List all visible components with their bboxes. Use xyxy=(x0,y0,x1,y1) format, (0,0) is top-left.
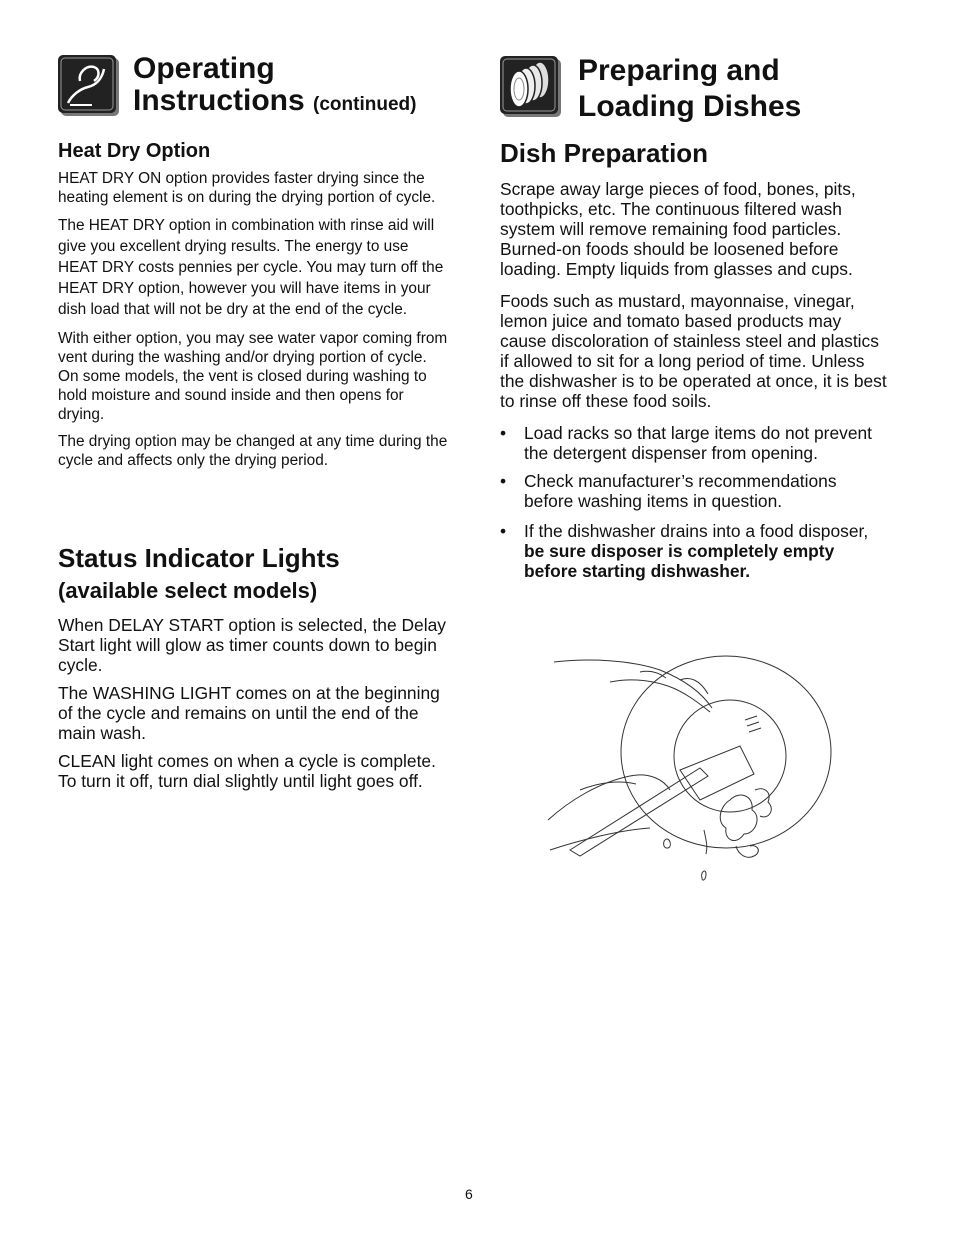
list-item: • If the dishwasher drains into a food disposer, be sure disposer is completely empty before starting dishwasher. xyxy=(500,521,869,581)
continued-label: (continued) xyxy=(313,94,417,115)
dish-prep-section xyxy=(500,138,890,581)
left-header-title xyxy=(133,53,453,121)
status-p1: When DELAY START option is selected, the Delay Start light will glow as timer counts down to begin cycle. xyxy=(58,615,446,675)
dish-prep-bullets xyxy=(500,423,890,581)
heat-dry-section xyxy=(58,140,450,470)
list-item: • Load racks so that large items do not prevent the detergent dispenser from opening. xyxy=(500,423,873,463)
page-number: 6 xyxy=(465,1186,473,1202)
dish-prep-p2: Foods such as mustard, mayonnaise, vinegar, lemon juice and tomato based products may cause discoloration of stainless steel and plastics if allowed to sit for a long period of time. Unless the dishwasher is to be operated at once, it is best to rinse off these food soils. xyxy=(500,291,887,411)
right-header-title xyxy=(578,53,898,125)
list-item: • Check manufacturer’s recommendations before washing items in question. xyxy=(500,471,837,511)
heat-dry-p1: HEAT DRY ON option provides faster drying since the heating element is on during the drying portion of cycle. xyxy=(58,170,436,206)
bullet-icon: • xyxy=(500,471,507,491)
title-line-1: Preparing and xyxy=(578,54,780,87)
status-p2: The WASHING LIGHT comes on at the beginning of the cycle and remains on until the end of the main wash. xyxy=(58,683,440,743)
heat-dry-p4: The drying option may be changed at any time during the cycle and affects only the drying period. xyxy=(58,433,448,469)
heat-dry-p3: With either option, you may see water vapor coming from vent during the washing and/or drying portion of cycle. On some models, the vent is closed during washing to hold moisture and sound inside and then opens for drying. xyxy=(58,330,448,423)
dish-prep-heading: Dish Preparation xyxy=(500,138,709,168)
status-lights-section xyxy=(58,543,450,791)
stacked-plates-icon xyxy=(500,56,562,118)
bullet-icon: • xyxy=(500,423,507,443)
hand-dial-icon xyxy=(58,55,120,117)
heat-dry-p2: The HEAT DRY option in combination with rinse aid will give you excellent drying results. The energy to use HEAT DRY costs pennies per cycle. You may turn off the HEAT DRY option, however you will have items in your dish load that will not be dry at the end of the cycle. xyxy=(58,217,444,318)
title-line-2: Loading Dishes xyxy=(578,90,802,123)
title-line-1: Operating xyxy=(133,52,275,85)
dish-prep-p1: Scrape away large pieces of food, bones, pits, toothpicks, etc. The continuous filtered wash system will remove remaining food particles. Burned-on foods should be loosened before loading. Empty liquids from glasses and cups. xyxy=(500,179,856,279)
status-p3: CLEAN light comes on when a cycle is complete. To turn it off, turn dial slightly until light goes off. xyxy=(58,751,436,791)
status-subheading: (available select models) xyxy=(58,578,318,603)
title-line-2: Instructions xyxy=(133,84,305,117)
plate-scraping-illustration xyxy=(540,650,840,885)
status-heading: Status Indicator Lights xyxy=(58,543,340,573)
heat-dry-heading: Heat Dry Option xyxy=(58,140,211,162)
bullet-icon: • xyxy=(500,521,507,541)
